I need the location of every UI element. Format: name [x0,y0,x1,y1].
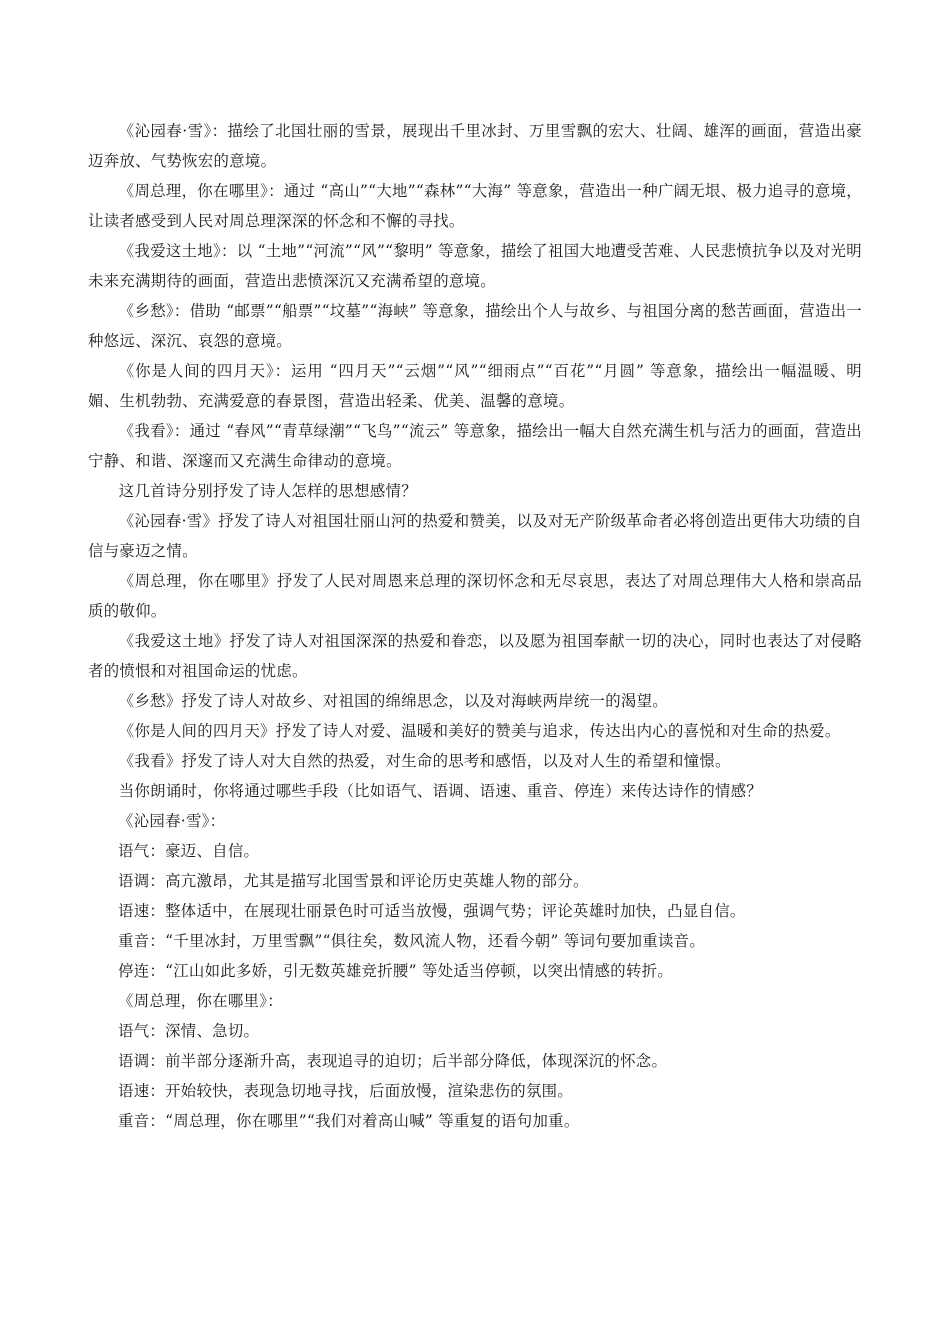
imagery-paragraph-qinyuanchun: 《沁园春·雪》：描绘了北国壮丽的雪景，展现出千里冰封、万里雪飘的宏大、壮阔、雄浑的画面，营造出豪迈奔放、气势恢宏的意境。 [88,122,862,170]
poem1-title: 《沁园春·雪》： [118,812,226,830]
imagery-paragraph-zhouzongli: 《周总理，你在哪里》：通过 “高山”“大地”“森林”“大海” 等意象，营造出一种广阔无垠、极力追寻的意境，让读者感受到人民对周总理深深的怀念和不懈的寻找。 [88,182,862,230]
poem1-intonation: 语调：高亢激昂，尤其是描写北国雪景和评论历史英雄人物的部分。 [118,872,589,890]
imagery-paragraph-wokan: 《我看》：通过 “春风”“青草绿潮”“飞鸟”“流云” 等意象，描绘出一幅大自然充满生机与活力的画面，营造出宁静、和谐、深邃而又充满生命律动的意境。 [88,422,862,470]
emotion-paragraph-wokan: 《我看》抒发了诗人对大自然的热爱，对生命的思考和感悟，以及对人生的希望和憧憬。 [118,752,731,770]
emotion-paragraph-xiangchou: 《乡愁》抒发了诗人对故乡、对祖国的绵绵思念，以及对海峡两岸统一的渴望。 [118,692,668,710]
poem1-stress: 重音：“千里冰封，万里雪飘”“俱往矣，数风流人物，还看今朝” 等词句要加重读音。 [118,932,706,950]
poem1-pause: 停连：“江山如此多娇，引无数英雄竞折腰” 等处适当停顿，以突出情感的转折。 [118,962,674,980]
poem2-stress: 重音：“周总理，你在哪里”“我们对着高山喊” 等重复的语句加重。 [118,1112,580,1130]
poem1-speed: 语速：整体适中，在展现壮丽景色时可适当放慢，强调气势；评论英雄时加快，凸显自信。 [118,902,746,920]
imagery-paragraph-woaizhetudi: 《我爱这土地》：以 “土地”“河流”“风”“黎明” 等意象，描绘了祖国大地遭受苦难、人民悲愤抗争以及对光明未来充满期待的画面，营造出悲愤深沉又充满希望的意境。 [88,242,862,290]
recitation-question: 当你朗诵时，你将通过哪些手段（比如语气、语调、语速、重音、停连）来传达诗作的情感？ [118,782,763,800]
emotion-paragraph-qinyuanchun: 《沁园春·雪》抒发了诗人对祖国壮丽山河的热爱和赞美，以及对无产阶级革命者必将创造出更伟大功绩的自信与豪迈之情。 [88,512,862,560]
poem2-speed: 语速：开始较快，表现急切地寻找，后面放慢，渲染悲伤的氛围。 [118,1082,574,1100]
poem2-title: 《周总理，你在哪里》： [118,992,283,1010]
emotion-paragraph-woaizhetudi: 《我爱这土地》抒发了诗人对祖国深深的热爱和眷恋，以及愿为祖国奉献一切的决心，同时也表达了对侵略者的愤恨和对祖国命运的忧虑。 [88,632,862,680]
poem2-intonation: 语调：前半部分逐渐升高，表现追寻的迫切；后半部分降低，体现深沉的怀念。 [118,1052,668,1070]
emotion-question: 这几首诗分别抒发了诗人怎样的思想感情？ [118,482,417,500]
imagery-paragraph-siyuetian: 《你是人间的四月天》：运用 “四月天”“云烟”“风”“细雨点”“百花”“月圆” 等意象，描绘出一幅温暖、明媚、生机勃勃、充满爱意的春景图，营造出轻柔、优美、温馨的意境。 [88,362,862,410]
poem1-tone: 语气：豪迈、自信。 [118,842,260,860]
emotion-paragraph-siyuetian: 《你是人间的四月天》抒发了诗人对爱、温暖和美好的赞美与追求，传达出内心的喜悦和对生命的热爱。 [118,722,841,740]
poem2-tone: 语气：深情、急切。 [118,1022,260,1040]
emotion-paragraph-zhouzongli: 《周总理，你在哪里》抒发了人民对周恩来总理的深切怀念和无尽哀思，表达了对周总理伟大人格和崇高品质的敬仰。 [88,572,862,620]
imagery-paragraph-xiangchou: 《乡愁》：借助 “邮票”“船票”“坟墓”“海峡” 等意象，描绘出个人与故乡、与祖国分离的愁苦画面，营造出一种悠远、深沉、哀怨的意境。 [88,302,862,350]
